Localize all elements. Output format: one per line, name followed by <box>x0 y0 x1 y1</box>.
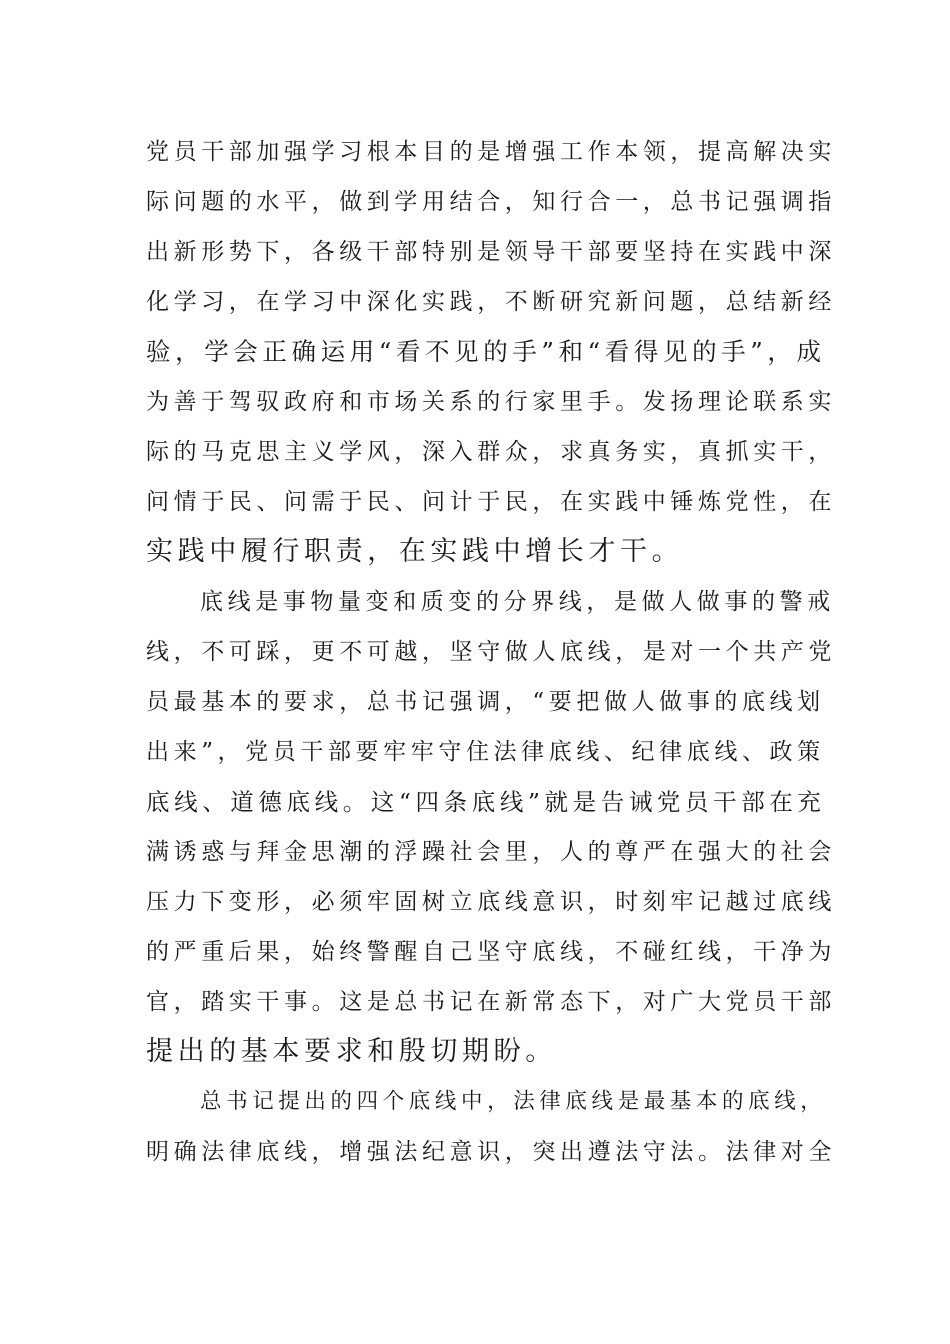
text-line: 问情于民、问需于民、问计于民，在实践中锤炼党性，在 <box>146 489 836 515</box>
text-line: 满诱惑与拜金思潮的浮躁社会里，人的尊严在强大的社会 <box>146 839 836 865</box>
text-line: 出来”，党员干部要牢牢守住法律底线、纪律底线、政策 <box>146 739 825 765</box>
paragraph-first-line: 底线是事物量变和质变的分界线，是做人做事的警戒 <box>200 589 835 615</box>
text-line: 线，不可踩，更不可越，坚守做人底线，是对一个共产党 <box>146 639 836 665</box>
paragraph-first-line: 总书记提出的四个底线中，法律底线是最基本的底线， <box>200 1089 827 1114</box>
text-line: 党员干部加强学习根本目的是增强工作本领，提高解决实 <box>146 139 836 165</box>
text-line: 际的马克思主义学风，深入群众，求真务实，真抓实干， <box>146 439 836 465</box>
text-line: 提出的基本要求和殷切期盼。 <box>146 1036 557 1067</box>
text-line: 官，踏实干事。这是总书记在新常态下，对广大党员干部 <box>146 989 836 1015</box>
document-body <box>146 127 836 1177</box>
text-line: 实践中履行职责，在实践中增长才干。 <box>146 536 684 567</box>
text-line: 际问题的水平，做到学用结合，知行合一，总书记强调指 <box>146 189 836 215</box>
text-line: 的严重后果，始终警醒自己坚守底线，不碰红线，干净为 <box>146 939 836 965</box>
text-line: 员最基本的要求，总书记强调，“要把做人做事的底线划 <box>146 689 825 715</box>
text-line: 出新形势下，各级干部特别是领导干部要坚持在实践中深 <box>146 239 836 265</box>
text-line: 明确法律底线，增强法纪意识，突出遵法守法。法律对全 <box>146 1139 836 1165</box>
text-line: 压力下变形，必须牢固树立底线意识，时刻牢记越过底线 <box>146 889 836 915</box>
text-line: 为善于驾驭政府和市场关系的行家里手。发扬理论联系实 <box>146 389 836 415</box>
text-line: 验，学会正确运用“看不见的手”和“看得见的手”，成 <box>146 337 826 366</box>
text-line: 化学习，在学习中深化实践，不断研究新问题，总结新经 <box>146 289 836 315</box>
text-line: 底线、道德底线。这“四条底线”就是告诫党员干部在充 <box>146 788 826 816</box>
